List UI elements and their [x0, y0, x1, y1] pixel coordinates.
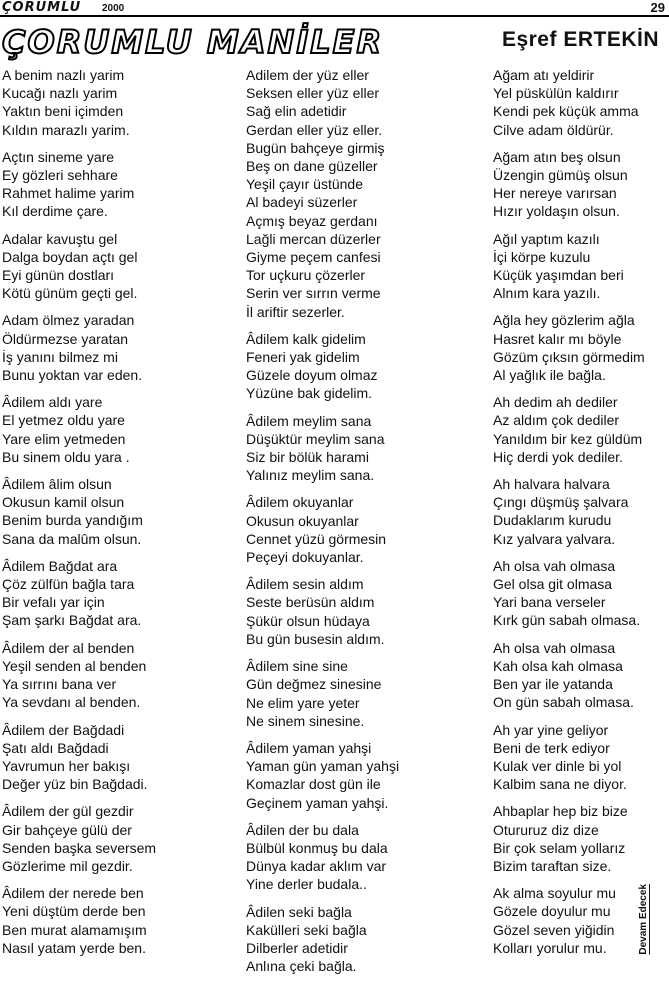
- verse-line: Ağla hey gözlerim ağla: [493, 312, 635, 329]
- verse-line: Âdilem der Bağdadi: [2, 721, 125, 738]
- verse-line: Kız yalvara yalvara.: [493, 530, 616, 547]
- stanza: [2, 802, 238, 875]
- issue-year: 2000: [102, 3, 125, 14]
- verse-line: Ah yar yine geliyor: [493, 721, 609, 738]
- verse-line: Cennet yüzü görmesin: [246, 530, 387, 547]
- verse-line: Bunu yoktan var eden.: [2, 367, 143, 384]
- verse-line: Bugün bahçeye girmiş: [246, 139, 385, 156]
- verse-line: Ah halvara halvara: [493, 476, 610, 493]
- verse-line: Düşüktür meylim sana: [246, 430, 385, 447]
- verse-line: Kah olsa kah olmasa: [493, 657, 623, 674]
- poem-column-3: [493, 66, 669, 966]
- poem-column-1: [2, 66, 238, 966]
- verse-line: Değer yüz bin Bağdadi.: [2, 776, 148, 793]
- verse-line: Yeşil senden al benden: [2, 657, 147, 674]
- verse-line: Yel püskülün kaldırır: [493, 85, 619, 102]
- verse-line: Kolları yorulur mu.: [493, 939, 607, 956]
- verse-line: Üzengin gümüş olsun: [493, 167, 628, 184]
- stanza: [493, 66, 669, 139]
- stanza: [493, 475, 669, 548]
- stanza: [2, 721, 238, 794]
- article-author: Eşref ERTEKİN: [501, 28, 659, 51]
- verse-line: Kıldın marazlı yarim.: [2, 121, 130, 138]
- verse-line: Bülbül konmuş bu dala: [246, 839, 388, 856]
- verse-line: Feneri yak gidelim: [246, 349, 360, 366]
- verse-line: Hasret kalır mı böyle: [493, 330, 622, 347]
- verse-line: Âdilem der al benden: [2, 639, 135, 656]
- verse-line: Gir bahçeye gülü der: [2, 821, 132, 838]
- verse-line: Kırk gün sabah olmasa.: [493, 612, 641, 629]
- stanza: [2, 230, 238, 303]
- stanza: [2, 66, 238, 139]
- stanza: [493, 148, 669, 221]
- verse-line: Peçeyi dokuyanlar.: [246, 549, 364, 566]
- verse-line: Bir çok selam yollarız: [493, 839, 626, 856]
- verse-line: Âdilen seki bağla: [246, 903, 352, 920]
- verse-line: Âdilem der nerede ben: [2, 885, 144, 902]
- verse-line: Giyme peçem canfesi: [246, 249, 381, 266]
- verse-line: Bizim taraftan size.: [493, 857, 612, 874]
- verse-line: Gözele doyulur mu: [493, 903, 611, 920]
- stanza: [246, 575, 482, 648]
- verse-line: Gözüm çıksın görmedim: [493, 348, 645, 365]
- stanza: [2, 475, 238, 548]
- stanza: [493, 802, 669, 875]
- verse-line: Ah olsa vah olmasa: [493, 557, 616, 574]
- verse-line: Okusun okuyanlar: [246, 512, 359, 529]
- continued-note: Devam Edecek: [638, 884, 649, 955]
- verse-line: Seste berüsün aldım: [246, 594, 375, 611]
- stanza: [493, 393, 669, 466]
- verse-line: Dalga boydan açtı gel: [2, 248, 138, 265]
- verse-line: Komazlar dost gün ile: [246, 776, 381, 793]
- page-header: [0, 0, 669, 20]
- verse-line: Ah olsa vah olmasa: [493, 639, 616, 656]
- verse-line: Âdilem sine sine: [246, 658, 348, 675]
- verse-line: Adam ölmez yaradan: [2, 312, 135, 329]
- verse-line: Her nereye varırsan: [493, 185, 617, 202]
- stanza: [2, 639, 238, 712]
- stanza: [246, 739, 482, 812]
- stanza: [246, 493, 482, 566]
- verse-line: Küçük yaşımdan beri: [493, 267, 624, 284]
- verse-line: Dilberler adetidir: [246, 939, 348, 956]
- magazine-name: ÇORUMLU: [2, 0, 82, 15]
- verse-line: Yaman gün yaman yahşi: [246, 758, 400, 775]
- verse-line: Ey gözleri sehhare: [2, 167, 118, 184]
- verse-line: Otururuz diz dize: [493, 821, 599, 838]
- verse-line: Anlına çeki bağla.: [246, 958, 357, 975]
- verse-line: Âdilem âlim olsun: [2, 476, 112, 493]
- page-number: 29: [650, 0, 665, 15]
- verse-line: Âdilem okuyanlar: [246, 494, 354, 511]
- verse-line: Lağli mercan düzerler: [246, 230, 381, 247]
- verse-line: Yaktın beni içimden: [2, 103, 124, 120]
- verse-line: Siz bir bölük harami: [246, 449, 369, 466]
- verse-line: İl ariftir sezerler.: [246, 303, 345, 320]
- verse-line: On gün sabah olmasa.: [493, 694, 634, 711]
- verse-line: Âdilem der gül gezdir: [2, 803, 134, 820]
- stanza: [2, 311, 238, 384]
- verse-line: Âdilem yaman yahşi: [246, 739, 372, 756]
- verse-line: Ağam atın beş olsun: [493, 148, 621, 165]
- verse-line: Kıl derdime çare.: [2, 203, 108, 220]
- verse-line: Âdilem meylim sana: [246, 412, 372, 429]
- verse-line: Ağıl yaptım kazılı: [493, 230, 600, 247]
- verse-line: Ne elim yare yeter: [246, 694, 360, 711]
- article-title: ÇORUMLU MANİLER: [2, 23, 384, 61]
- verse-line: Hiç derdi yok dediler.: [493, 448, 623, 465]
- verse-line: Âdilem Bağdat ara: [2, 557, 118, 574]
- verse-line: Yeşil çayır üstünde: [246, 176, 363, 193]
- verse-line: Gerdan eller yüz eller.: [246, 121, 383, 138]
- verse-line: Senden başka seversem: [2, 839, 157, 856]
- poem-column-2: [246, 66, 482, 984]
- verse-line: Gözlerime mil gezdir.: [2, 857, 133, 874]
- verse-line: Açtın sineme yare: [2, 148, 115, 165]
- verse-line: Beş on dane güzeller: [246, 158, 378, 175]
- verse-line: Açmış beyaz gerdanı: [246, 212, 378, 229]
- verse-line: İçi körpe kuzulu: [493, 248, 591, 265]
- stanza: [2, 557, 238, 630]
- verse-line: Güzele doyum olmaz: [246, 367, 378, 384]
- verse-line: Ya sevdanı al benden.: [2, 694, 141, 711]
- verse-line: A benim nazlı yarim: [2, 67, 125, 83]
- verse-line: Eyi günün dostları: [2, 267, 115, 284]
- verse-line: Alnım kara yazılı.: [493, 285, 601, 302]
- verse-line: Benim burda yandığım: [2, 512, 143, 529]
- stanza: [493, 557, 669, 630]
- verse-line: Yare elim yetmeden: [2, 430, 126, 447]
- verse-line: Bu sinem oldu yara .: [2, 448, 130, 465]
- verse-line: Ağam atı yeldirir: [493, 67, 595, 83]
- verse-line: Kendi pek küçük amma: [493, 103, 639, 120]
- verse-line: Al yağlık ile bağla.: [493, 367, 606, 384]
- verse-line: Dünya kadar aklım var: [246, 858, 387, 875]
- stanza: [493, 311, 669, 384]
- verse-line: Kötü günüm geçti gel.: [2, 285, 138, 302]
- stanza: [246, 66, 482, 321]
- verse-line: Serin ver sırrın verme: [246, 285, 381, 302]
- verse-line: Kalbim sana ne diyor.: [493, 776, 627, 793]
- verse-line: Yavrumun her bakışı: [2, 757, 131, 774]
- verse-line: Çöz zülfün bağla tara: [2, 576, 135, 593]
- verse-line: Şükür olsun hüdaya: [246, 612, 370, 629]
- verse-line: Ya sırrını bana ver: [2, 676, 117, 693]
- verse-line: Nasıl yatam yerde ben.: [2, 939, 146, 956]
- verse-line: Çıngı düşmüş şalvara: [493, 494, 629, 511]
- verse-line: Bir vefalı yar için: [2, 594, 105, 611]
- stanza: [2, 148, 238, 221]
- verse-line: Dudaklarım kurudu: [493, 512, 612, 529]
- verse-line: Adilem der yüz eller: [246, 67, 369, 83]
- verse-line: Ben yar ile yatanda: [493, 676, 613, 693]
- verse-line: Âdilem sesin aldım: [246, 576, 364, 593]
- verse-line: El yetmez oldu yare: [2, 412, 125, 429]
- verse-line: Yanıldım bir kez güldüm: [493, 430, 643, 447]
- verse-line: Gözel seven yiğidin: [493, 921, 615, 938]
- verse-line: Öldürmezse yaratan: [2, 330, 129, 347]
- verse-line: Gün değmez sinesine: [246, 676, 382, 693]
- verse-line: Ben murat alamamışım: [2, 921, 147, 938]
- stanza: [493, 721, 669, 794]
- verse-line: Yine derler budala..: [246, 876, 367, 893]
- stanza: [2, 393, 238, 466]
- verse-line: Al badeyi süzerler: [246, 194, 358, 211]
- verse-line: Ahbaplar hep biz bize: [493, 803, 628, 820]
- verse-line: Seksen eller yüz eller: [246, 85, 380, 102]
- verse-line: Kucağı nazlı yarim: [2, 85, 118, 102]
- verse-line: Az aldım çok dediler: [493, 412, 620, 429]
- verse-line: Beni de terk ediyor: [493, 739, 610, 756]
- verse-line: Yeni düştüm derde ben: [2, 903, 146, 920]
- verse-line: Ne sinem sinesine.: [246, 712, 365, 729]
- verse-line: Okusun kamil olsun: [2, 494, 125, 511]
- stanza: [246, 657, 482, 730]
- verse-line: Yari bana verseler: [493, 594, 606, 611]
- stanza: [246, 330, 482, 403]
- verse-line: Kakülleri seki bağla: [246, 921, 367, 938]
- verse-line: Şam şarkı Bağdat ara.: [2, 612, 142, 629]
- stanza: [246, 903, 482, 976]
- stanza: [2, 884, 238, 957]
- stanza: [493, 230, 669, 303]
- verse-line: Geçinem yaman yahşi.: [246, 794, 389, 811]
- header-rule: [0, 15, 669, 17]
- verse-line: Sağ elin adetidir: [246, 103, 347, 120]
- verse-line: Şatı aldı Bağdadi: [2, 739, 109, 756]
- verse-line: Kulak ver dinle bi yol: [493, 757, 622, 774]
- verse-line: Hızır yoldaşın olsun.: [493, 203, 620, 220]
- verse-line: Cilve adam öldürür.: [493, 121, 614, 138]
- verse-line: Yüzüne bak gidelim.: [246, 385, 373, 402]
- verse-line: İş yanını bilmez mi: [2, 348, 118, 365]
- stanza: [246, 821, 482, 894]
- verse-line: Sana da malûm olsun.: [2, 530, 142, 547]
- verse-line: Gel olsa git olmasa: [493, 576, 613, 593]
- verse-line: Âdilem aldı yare: [2, 394, 103, 411]
- verse-line: Ah dedim ah dediler: [493, 394, 618, 411]
- verse-line: Tor uçkuru çözerler: [246, 267, 366, 284]
- verse-line: Rahmet halime yarim: [2, 185, 135, 202]
- verse-line: Âdilem kalk gidelim: [246, 330, 366, 347]
- verse-line: Bu gün busesin aldım.: [246, 630, 385, 647]
- verse-line: Adalar kavuştu gel: [2, 230, 118, 247]
- verse-line: Yalınız meylim sana.: [246, 467, 375, 484]
- verse-line: Âdilen der bu dala: [246, 821, 359, 838]
- stanza: [493, 639, 669, 712]
- verse-line: Ak alma soyulur mu: [493, 885, 616, 902]
- stanza: [246, 412, 482, 485]
